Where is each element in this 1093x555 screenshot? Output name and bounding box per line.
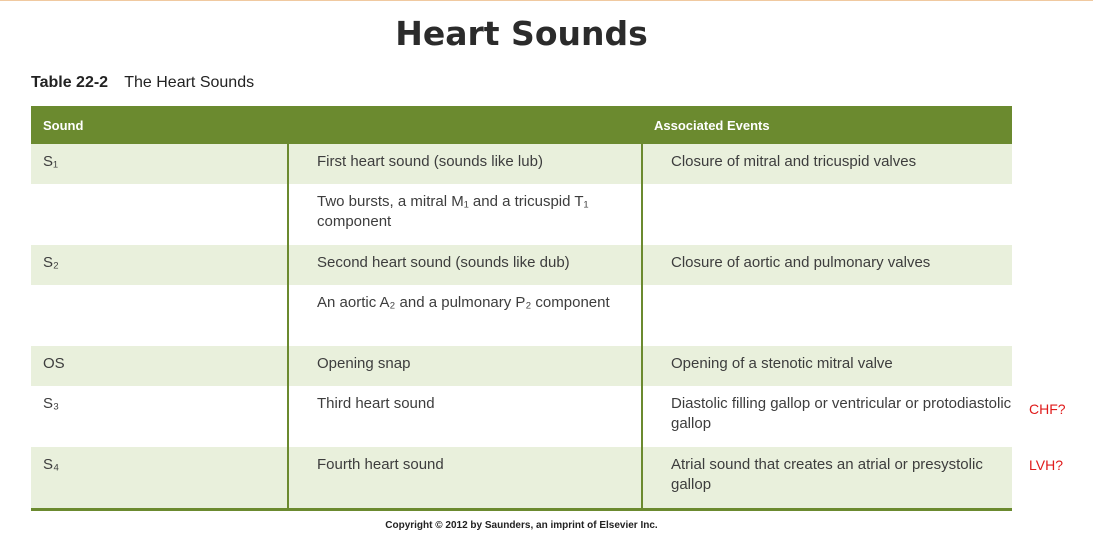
events-cell [642,184,1012,245]
copyright-notice: Copyright © 2012 by Saunders, an imprint of Elsevier Inc. [385,520,658,531]
sound-cell [31,184,288,245]
table-bottom-rule [31,508,1012,511]
description-cell: An aortic A₂ and a pulmonary P₂ component [288,285,642,346]
heart-sounds-table [31,106,1012,511]
sound-cell [31,285,288,346]
table-row [31,285,1012,346]
table-row [31,447,1012,508]
annotation-chf: CHF? [1029,401,1066,417]
table-row [31,245,1012,285]
description-cell: Fourth heart sound [288,447,642,508]
table-row [31,184,1012,245]
description-cell: Second heart sound (sounds like dub) [288,245,642,285]
annotation-lvh: LVH? [1029,457,1063,473]
table-row [31,346,1012,386]
column-header-sound: Sound [31,106,288,144]
description-cell: Two bursts, a mitral M₁ and a tricuspid T₁ component [288,184,642,245]
events-cell: Closure of mitral and tricuspid valves [642,144,1012,184]
sound-cell: S₁ [31,144,288,184]
events-cell: Atrial sound that creates an atrial or presystolic gallop [642,447,1012,508]
events-cell: Closure of aortic and pulmonary valves [642,245,1012,285]
events-cell: Diastolic filling gallop or ventricular or protodiastolic gallop [642,386,1012,447]
description-cell: First heart sound (sounds like lub) [288,144,642,184]
sound-cell: S₃ [31,386,288,447]
table-row [31,386,1012,447]
column-header-associated-events: Associated Events [642,106,1012,144]
description-cell: Third heart sound [288,386,642,447]
table-caption-title: The Heart Sounds [124,74,255,91]
events-cell: Opening of a stenotic mitral valve [642,346,1012,386]
top-rule [0,0,1093,1]
sound-cell: S₂ [31,245,288,285]
events-cell [642,285,1012,346]
sound-cell: OS [31,346,288,386]
table-row [31,144,1012,184]
table-caption [31,74,254,92]
column-header-description [288,106,642,144]
description-cell: Opening snap [288,346,642,386]
sound-cell: S₄ [31,447,288,508]
slide-title: Heart Sounds [395,14,648,53]
table-number: Table 22-2 [31,74,109,91]
